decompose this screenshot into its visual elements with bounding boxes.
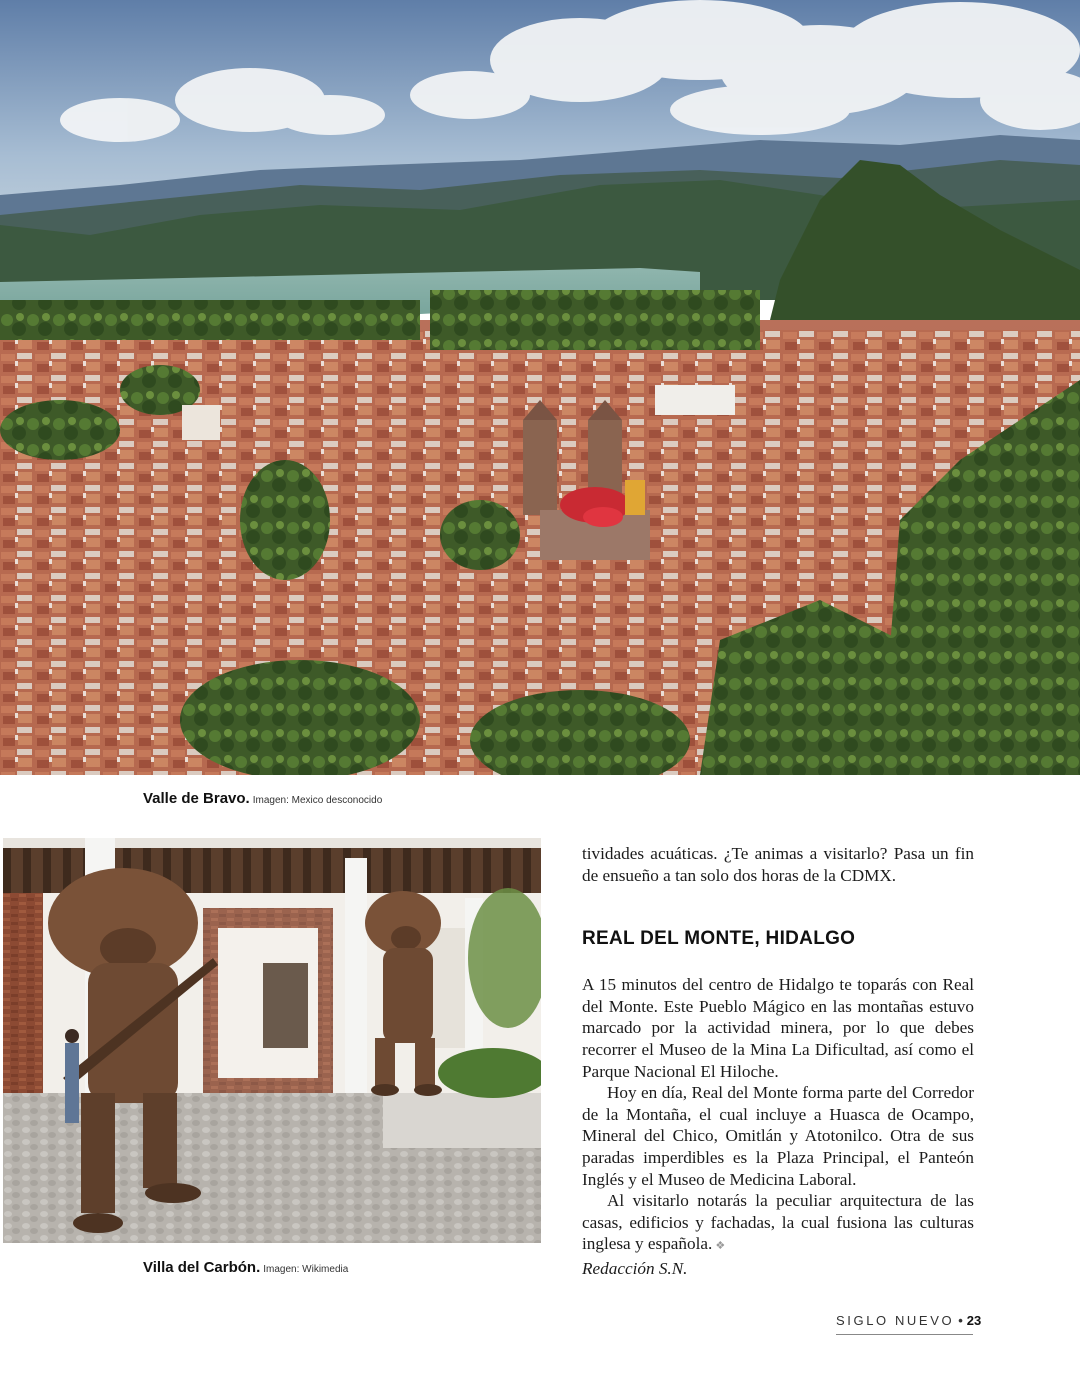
footer-separator: • <box>958 1313 963 1328</box>
caption-title: Villa del Carbón. <box>143 1259 261 1276</box>
villa-del-carbon-statues-image <box>3 838 541 1243</box>
paragraph-2: Hoy en día, Real del Monte forma parte del Corredor de la Montaña, el cual incluye a Huasca de Ocampo, Mineral del Chico, Omitlán y Atotonilco. Otra de sus paradas imperdibles es la Plaza Principal, el Panteón Inglés y el Museo de Medicina Laboral. <box>582 1083 974 1189</box>
author-credit: Redacción S.N. <box>582 1258 688 1278</box>
paragraph-3-text: Al visitarlo notarás la peculiar arquitectura de las casas, edificios y fachadas, la cual fusiona las culturas inglesa y española. <box>582 1191 974 1254</box>
page-footer <box>836 1313 982 1335</box>
caption-title: Valle de Bravo. <box>143 790 250 807</box>
caption-credit: Imagen: Mexico desconocido <box>252 795 383 806</box>
section-heading: REAL DEL MONTE, HIDALGO <box>582 928 856 950</box>
caption-valle-de-bravo <box>143 790 382 808</box>
page-number: 23 <box>966 1313 982 1328</box>
photo-villa-del-carbon <box>3 838 541 1243</box>
end-mark-icon: ❖ <box>715 1240 726 1253</box>
paragraph-3 <box>582 1190 974 1258</box>
article-text-column <box>582 843 974 1280</box>
intro-paragraph: tividades acuáticas. ¿Te animas a visitarlo? Pasa un fin de ensueño a tan solo dos horas de la CDMX. <box>582 844 974 885</box>
caption-villa-del-carbon <box>143 1259 348 1277</box>
paragraph-1: A 15 minutos del centro de Hidalgo te toparás con Real del Monte. Este Pueblo Mágico en las montañas estuvo marcado por la actividad minera, por lo que debes recorrer el Museo de la Mina La Dificultad, así como el Parque Nacional El Hiloche. <box>582 975 974 1081</box>
magazine-name: SIGLO NUEVO <box>836 1313 955 1328</box>
caption-credit: Imagen: Wikimedia <box>263 1264 349 1275</box>
